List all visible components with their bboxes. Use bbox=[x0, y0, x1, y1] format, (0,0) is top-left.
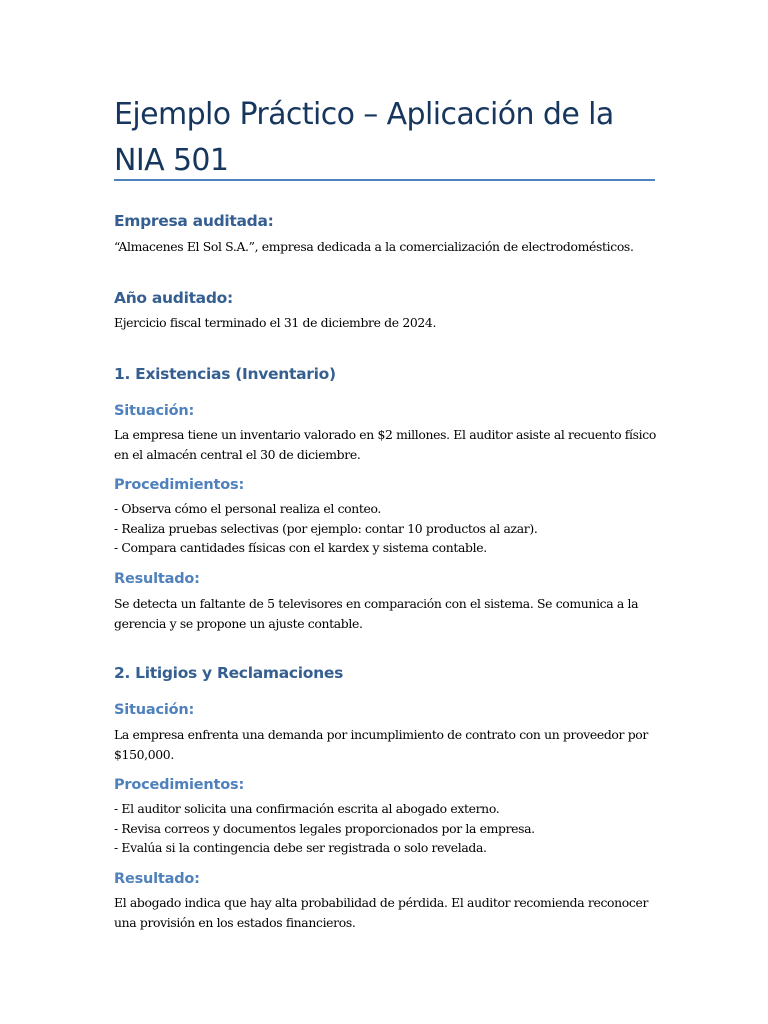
list-item: - Revisa correos y documentos legales proporcionados por la empresa. bbox=[114, 820, 535, 836]
text-line: La empresa enfrenta una demanda por incumplimiento de contrato con un proveedor por bbox=[114, 727, 648, 742]
section-2-procedimientos-heading: Procedimientos: bbox=[114, 777, 245, 793]
section-1-resultado-heading: Resultado: bbox=[114, 571, 200, 587]
title-underline bbox=[114, 179, 655, 181]
company-heading: Empresa auditada: bbox=[114, 212, 274, 230]
text-line: La empresa tiene un inventario valorado en $2 millones. El auditor asiste al recuento físico bbox=[114, 427, 656, 442]
section-2-resultado-heading: Resultado: bbox=[114, 871, 200, 887]
section-1-situacion-heading: Situación: bbox=[114, 403, 195, 419]
section-2-heading: 2. Litigios y Reclamaciones bbox=[114, 664, 344, 682]
section-1-procedimientos-heading: Procedimientos: bbox=[114, 477, 245, 493]
text-line: Se detecta un faltante de 5 televisores en comparación con el sistema. Se comunica a la bbox=[114, 596, 639, 611]
section-1-resultado-text bbox=[114, 594, 655, 633]
text-line: El abogado indica que hay alta probabilidad de pérdida. El auditor recomienda reconocer bbox=[114, 895, 649, 910]
section-2-situacion-text bbox=[114, 725, 655, 764]
list-item: - Evalúa si la contingencia debe ser registrada o solo revelada. bbox=[114, 840, 487, 855]
company-text: “Almacenes El Sol S.A.”, empresa dedicada a la comercialización de electrodomésticos. bbox=[114, 239, 634, 254]
list-item: - Compara cantidades físicas con el kardex y sistema contable. bbox=[114, 540, 487, 555]
text-line: gerencia y se propone un ajuste contable. bbox=[114, 615, 363, 631]
text-line: $150,000. bbox=[114, 746, 174, 762]
year-heading: Año auditado: bbox=[114, 289, 233, 307]
section-1-heading: 1. Existencias (Inventario) bbox=[114, 365, 336, 383]
list-item: - El auditor solicita una confirmación escrita al abogado externo. bbox=[114, 801, 500, 816]
section-2-procedimientos-list bbox=[114, 799, 655, 858]
section-1-procedimientos-list bbox=[114, 499, 655, 558]
list-item: - Observa cómo el personal realiza el conteo. bbox=[114, 501, 381, 516]
section-2-situacion-heading: Situación: bbox=[114, 702, 195, 718]
section-2-resultado-text bbox=[114, 893, 655, 932]
text-line: una provisión en los estados financieros. bbox=[114, 914, 356, 930]
list-item: - Realiza pruebas selectivas (por ejemplo: contar 10 productos al azar). bbox=[114, 520, 538, 536]
section-1-situacion-text bbox=[114, 425, 655, 464]
text-line: en el almacén central el 30 de diciembre. bbox=[114, 446, 361, 462]
year-text: Ejercicio fiscal terminado el 31 de diciembre de 2024. bbox=[114, 315, 437, 330]
document-title: Ejemplo Práctico – Aplicación de la NIA 501 bbox=[114, 97, 614, 178]
